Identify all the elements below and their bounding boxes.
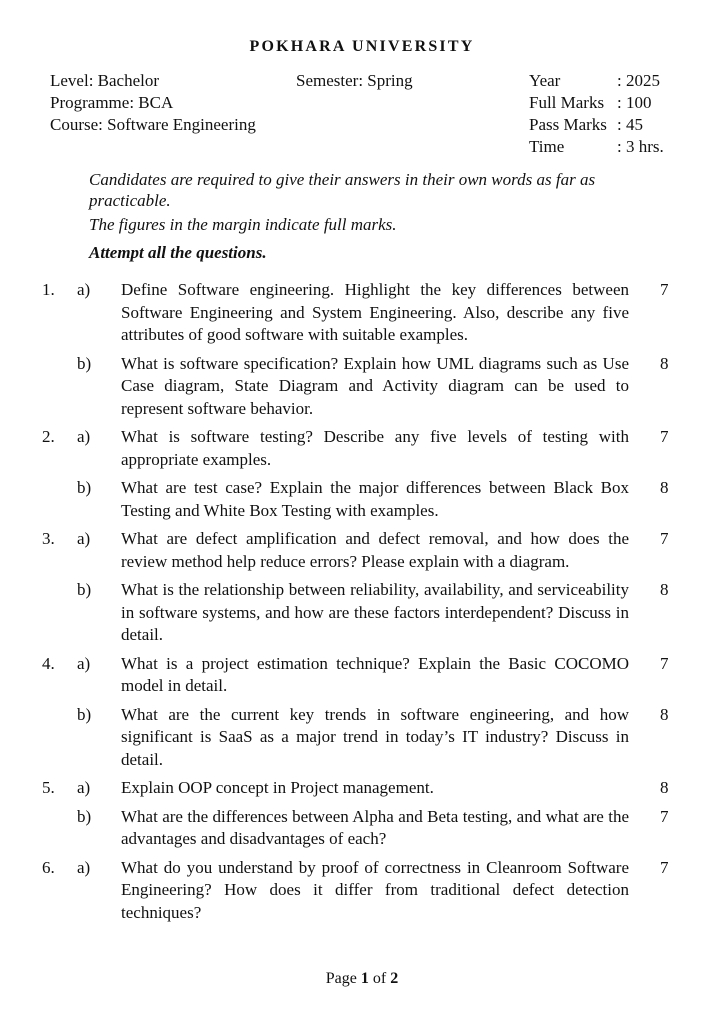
question-text: What is the relationship between reliability, availability, and serviceability in software systems, and how are these factors interdependent? Discuss in detail. — [121, 580, 629, 644]
programme-text: Programme: BCA — [50, 93, 174, 112]
page-total: 2 — [390, 970, 399, 987]
year-value: : 2025 — [617, 71, 660, 90]
question-marks: 8 — [660, 580, 669, 599]
question-part: a) — [77, 529, 91, 548]
question-marks: 7 — [660, 653, 669, 673]
instruction-attempt-all: Attempt all the questions. — [89, 243, 267, 262]
page-footer — [0, 970, 724, 988]
question-number: 6. — [42, 857, 55, 877]
question-number: 3. — [42, 529, 55, 548]
question-text: What is software specification? Explain how UML diagrams such as Use Case diagram, State Diagram and Activity diagram can be used to represent software behavior. — [121, 353, 629, 418]
question-item — [0, 704, 724, 772]
pass-marks-label: Pass Marks — [529, 115, 607, 134]
question-item — [0, 353, 724, 421]
question-part: a) — [77, 427, 91, 446]
page-word: Page — [325, 970, 357, 987]
question-marks: 7 — [660, 529, 669, 548]
question-number: 5. — [42, 778, 55, 797]
question-text: What are defect amplification and defect removal, and how does the review method help reduce errors? Please explain with a diagram. — [121, 529, 629, 571]
question-item — [0, 857, 724, 925]
instruction-margin-marks: The figures in the margin indicate full marks. — [89, 215, 397, 234]
question-part: a) — [77, 653, 91, 673]
question-text: What is software testing? Describe any five levels of testing with appropriate examples. — [121, 427, 629, 469]
question-marks: 8 — [660, 704, 669, 724]
time-label: Time — [529, 137, 565, 156]
question-part: b) — [77, 353, 92, 373]
question-item — [0, 477, 724, 522]
question-part: b) — [77, 704, 92, 724]
question-text: What are the differences between Alpha and Beta testing, and what are the advantages and disadvantages of each? — [121, 806, 629, 848]
question-number: 4. — [42, 653, 55, 673]
full-marks-label: Full Marks — [529, 93, 605, 112]
question-marks: 7 — [660, 427, 669, 446]
question-item — [0, 279, 724, 347]
question-item — [0, 528, 724, 573]
level-text: Level: Bachelor — [50, 71, 160, 90]
time-value: : 3 hrs. — [617, 137, 664, 156]
question-part: a) — [77, 857, 91, 877]
year-row — [529, 70, 664, 92]
pass-marks-value: : 45 — [617, 115, 643, 134]
question-item — [0, 653, 724, 698]
time-row — [529, 136, 664, 158]
question-marks: 8 — [660, 478, 669, 497]
question-part: a) — [77, 778, 91, 797]
question-text: What do you understand by proof of correctness in Cleanroom Software Engineering? How does it differ from traditional defect detection techniques? — [121, 857, 629, 922]
university-title: POKHARA UNIVERSITY — [249, 38, 475, 55]
instruction-own-words: Candidates are required to give their answers in their own words as far as practicable. — [89, 170, 596, 210]
question-text: Explain OOP concept in Project management. — [121, 778, 434, 797]
of-word: of — [372, 970, 387, 987]
question-number: 1. — [42, 280, 55, 299]
meta-right-block — [529, 70, 664, 158]
full-marks-value: : 100 — [617, 93, 652, 112]
semester-text: Semester: Spring — [296, 71, 413, 90]
page-current: 1 — [360, 970, 369, 987]
question-number: 2. — [42, 427, 55, 446]
question-list — [0, 279, 724, 930]
meta-left-block — [50, 70, 256, 136]
question-item — [0, 777, 724, 800]
question-part: b) — [77, 478, 92, 497]
question-marks: 8 — [660, 353, 669, 373]
question-part: b) — [77, 806, 92, 826]
question-text: What is a project estimation technique? Explain the Basic COCOMO model in detail. — [121, 653, 629, 695]
question-marks: 7 — [660, 857, 669, 877]
question-item — [0, 426, 724, 471]
question-part: b) — [77, 580, 92, 599]
question-marks: 7 — [660, 280, 669, 299]
pass-marks-row — [529, 114, 664, 136]
course-text: Course: Software Engineering — [50, 115, 256, 134]
question-text: What are test case? Explain the major differences between Black Box Testing and White Box Testing with examples. — [121, 478, 629, 520]
year-label: Year — [529, 71, 561, 90]
question-part: a) — [77, 280, 91, 299]
question-item — [0, 806, 724, 851]
question-item — [0, 579, 724, 647]
question-marks: 7 — [660, 806, 669, 826]
full-marks-row — [529, 92, 664, 114]
question-marks: 8 — [660, 778, 669, 797]
question-text: Define Software engineering. Highlight the key differences between Software Engineering and System Engineering. Also, describe any five attributes of good software with suitable examples. — [121, 280, 629, 344]
question-text: What are the current key trends in software engineering, and how significant is SaaS as a major trend in today’s IT industry? Discuss in detail. — [121, 704, 629, 769]
